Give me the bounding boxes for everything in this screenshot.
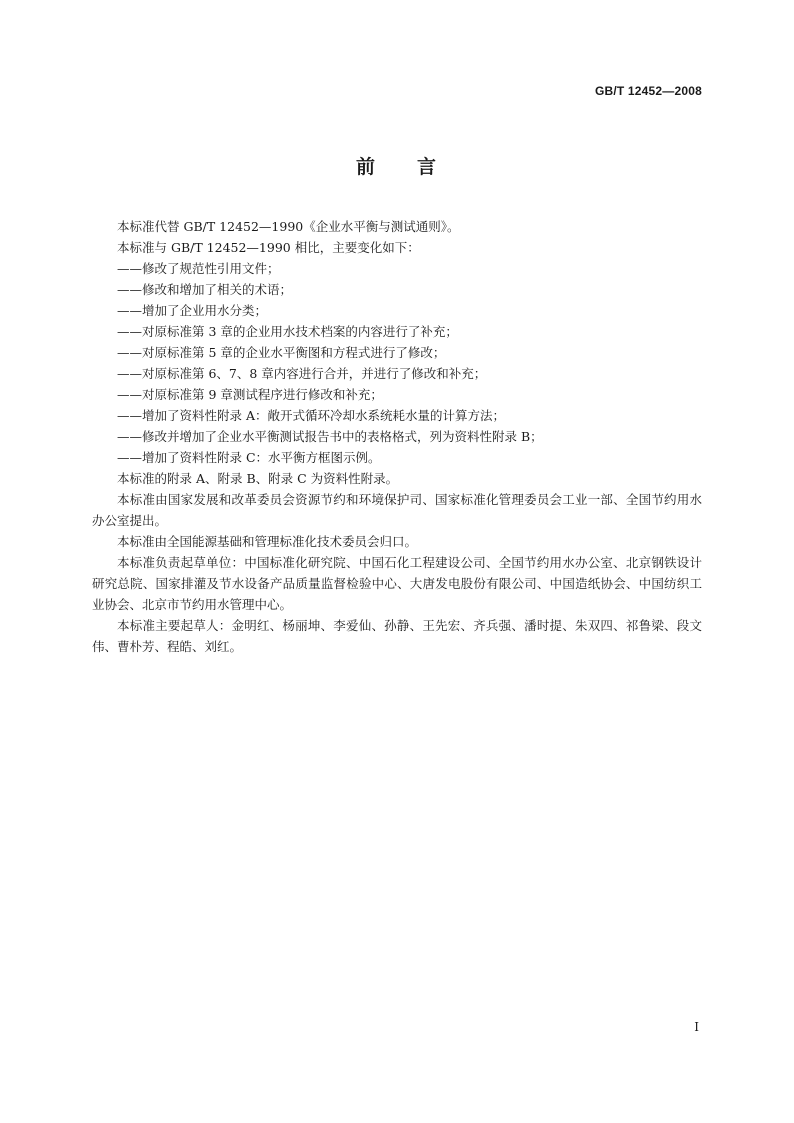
paragraph-centralized-by: 本标准由全国能源基础和管理标准化技术委员会归口。: [117, 534, 418, 549]
change-item: ——增加了资料性附录 A：敞开式循环冷却水系统耗水量的计算方法；: [117, 408, 506, 423]
change-item: ——对原标准第 9 章测试程序进行修改和补充；: [117, 387, 383, 402]
paragraph-drafting-units: 本标准负责起草单位：中国标准化研究院、中国石化工程建设公司、全国节约用水办公室、北京钢铁设计研究总院、国家排灌及节水设备产品质量监督检验中心、大唐发电股份有限公司、中国造纸协会、中国纺织工业协会、北京市节约用水管理中心。: [92, 555, 702, 612]
paragraph-replaces: 本标准代替 GB/T 12452—1990《企业水平衡与测试通则》。: [117, 219, 460, 234]
standard-code: GB/T 12452—2008: [594, 84, 702, 98]
title-char-1: 前: [355, 156, 377, 178]
page-title: [0, 152, 794, 179]
change-item: ——对原标准第 5 章的企业水平衡图和方程式进行了修改；: [117, 345, 446, 360]
change-item: ——修改和增加了相关的术语；: [117, 282, 293, 297]
change-item: ——对原标准第 6、7、8 章内容进行合并，并进行了修改和补充；: [117, 366, 487, 381]
change-item: ——增加了企业用水分类；: [117, 303, 268, 318]
paragraph-proposed-by: 本标准由国家发展和改革委员会资源节约和环境保护司、国家标准化管理委员会工业一部、全国节约用水办公室提出。: [92, 492, 702, 528]
paragraph-drafters: 本标准主要起草人：金明红、杨丽坤、李爱仙、孙静、王先宏、齐兵强、潘时提、朱双四、祁鲁梁、段文伟、曹朴芳、程皓、刘红。: [92, 618, 702, 654]
page-number: I: [694, 1020, 699, 1034]
change-item: ——修改并增加了企业水平衡测试报告书中的表格格式，列为资料性附录 B；: [117, 429, 543, 444]
paragraph-annexes: 本标准的附录 A、附录 B、附录 C 为资料性附录。: [117, 471, 399, 486]
foreword-body: [92, 216, 702, 657]
paragraph-changes-intro: 本标准与 GB/T 12452—1990 相比，主要变化如下：: [117, 240, 420, 255]
title-char-2: 言: [417, 156, 439, 178]
change-item: ——增加了资料性附录 C：水平衡方框图示例。: [117, 450, 381, 465]
change-item: ——修改了规范性引用文件；: [117, 261, 280, 276]
change-item: ——对原标准第 3 章的企业用水技术档案的内容进行了补充；: [117, 324, 458, 339]
